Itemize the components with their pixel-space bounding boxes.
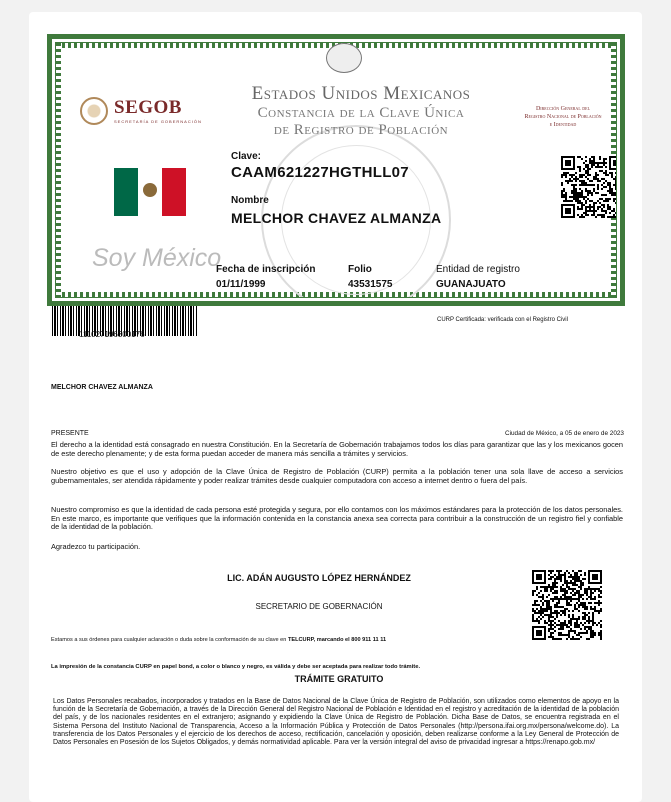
dgr-line1: Dirección General del (535, 106, 591, 112)
nombre-label: Nombre (231, 195, 269, 206)
privacy-notice: Los Datos Personales recabados, incorporados y tratados en la Base de Datos Nacional de la Clave Única de Registro de Población, son utilizados como elementos de apoyo en la función de la Secretaría de Gobernación, a través de la Dirección General del Registro Nacional de Población e Identidad en el registro y acreditación de la identidad de la población del país, y de los nacionales residentes en el extranjero; asignando y expidiendo la Clave Única de Registro de Población. Dicha Base de Datos, se encuentra registrada en el Sistema Persona del Instituto Nacional de Transparencia, Acceso a la Información Pública y Protección de Datos Personales (http://persona.ifai.org.mx/persona/welcome.do). La transferencia de los Datos Personales y el ejercicio de los derechos de acceso, rectificación, cancelación y oposición, deben realizarse conforme a la Ley General de Protección de Datos Personales en Posesión de los Sujetos Obligados, y demás normatividad aplicable. Para ver la versión integral del aviso de privacidad ingresar a https://renapo.gob.mx/ (53, 698, 619, 747)
certificate-inner-frame (55, 42, 617, 298)
curp-certificada-note: CURP Certificada: verificada con el Registro Civil (437, 317, 568, 323)
document-title (226, 105, 496, 139)
flag-green-band (114, 168, 138, 216)
curp-certificate (47, 34, 625, 306)
letter-qr-code-icon (532, 570, 602, 640)
segob-subtitle: SECRETARÍA DE GOBERNACIÓN (114, 119, 202, 124)
dgr-line3: e Identidad (549, 122, 577, 128)
dgr-line2: Registro Nacional de Población (524, 114, 602, 120)
contact-phone: TELCURP, marcando el 800 911 11 11 (287, 637, 387, 643)
left-ornament-border (56, 43, 61, 297)
entidad-label: Entidad de registro (436, 264, 520, 275)
letter-paragraph-1: El derecho a la identidad está consagrado en nuestra Constitución. En la Secretaría de Gobernación trabajamos todos los días para garantizar que las y los mexicanos gocen de este derecho plenamente; y de esta forma puedan acceder de manera más sencilla a trámites y servicios. (51, 440, 623, 458)
recipient-name: MELCHOR CHAVEZ ALMANZA (51, 384, 153, 391)
print-notice: La impresión de la constancia CURP en papel bond, a color o blanco y negro, es válida y debe ser aceptada para realizar todo trámite. (51, 664, 421, 670)
segob-logo (80, 95, 220, 131)
certificate-qr-code-icon (561, 156, 617, 218)
clave-label: Clave: (231, 151, 262, 162)
document-page (29, 12, 642, 802)
dgr-label (504, 105, 617, 129)
soy-mexico-logo: Soy México (92, 244, 222, 272)
signer-name: LIC. ADÁN AUGUSTO LÓPEZ HERNÁNDEZ (227, 573, 411, 583)
entidad-value: GUANAJUATO (436, 279, 506, 290)
letter-paragraph-2: Nuestro objetivo es que el uso y adopción de la Clave Única de Registro de Población (CURP) permita a la población tener una sola llave de acceso a servicios gubernamentales, ser atendida rápidamente y poder realizar trámites desde cualquier computadora con acceso a internet dentro o fuera del país. (51, 467, 623, 485)
letter-date: Ciudad de México, a 05 de enero de 2023 (504, 430, 624, 437)
segob-name: SEGOB (114, 97, 182, 118)
signer-title: SECRETARIO DE GOBERNACIÓN (255, 602, 383, 611)
flag-red-band (162, 168, 186, 216)
national-seal-icon (326, 43, 362, 73)
letter-paragraph-4: Agradezco tu participación. (51, 542, 141, 551)
nombre-value: MELCHOR CHAVEZ ALMANZA (231, 210, 442, 226)
country-title: Estados Unidos Mexicanos (251, 83, 471, 104)
flag-emblem-icon (143, 183, 157, 197)
clave-value: CAAM621227HGTHLL07 (231, 164, 409, 181)
fecha-label: Fecha de inscripción (216, 264, 316, 275)
presente-label: PRESENTE (51, 430, 89, 437)
contact-prefix: Estamos a sus órdenes para cualquier aclaración o duda sobre la conformación de su clave en (51, 637, 288, 643)
letter-paragraph-3: Nuestro compromiso es que la identidad de cada persona esté protegida y segura, por ello contamos con los máximos estándares para la protección de los datos personales. En este marco, es importante que verifiques que la información contenida en la constancia anexa sea correcta para contribuir a la construcción de un registro fiel y confiable de la identidad de la población. (51, 505, 623, 532)
document-title-line2: de Registro de Población (273, 122, 449, 138)
folio-value: 43531575 (348, 279, 393, 290)
barcode-number: 111027196300176 (79, 330, 145, 339)
tramite-gratuito: TRÁMITE GRATUITO (294, 674, 384, 684)
folio-label: Folio (348, 264, 372, 275)
segob-emblem-icon (80, 97, 108, 125)
document-title-line1: Constancia de la Clave Única (257, 105, 465, 121)
contact-line (51, 637, 386, 643)
fecha-value: 01/11/1999 (216, 279, 266, 290)
